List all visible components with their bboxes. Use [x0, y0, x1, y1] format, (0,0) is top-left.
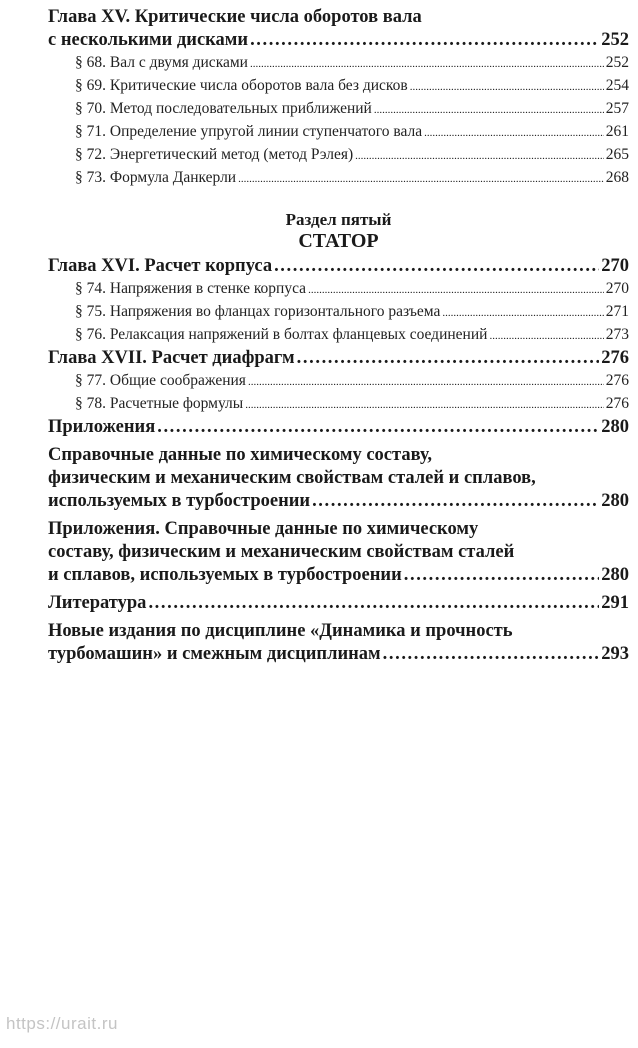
dot-leader: [383, 643, 600, 666]
section-page: 252: [605, 54, 629, 71]
chapter-15-entry: [48, 29, 629, 52]
literature-entry: [48, 592, 629, 615]
new-editions-page: 293: [601, 644, 629, 664]
dot-leader: [312, 490, 599, 513]
section-68: [48, 52, 629, 75]
section-72: [48, 144, 629, 167]
dot-leader: [424, 121, 604, 144]
dot-leader: [308, 278, 604, 301]
chapter-16-title: Глава XVI. Расчет корпуса: [48, 256, 273, 276]
section-69: [48, 75, 629, 98]
chapter-15-page: 252: [601, 30, 629, 50]
section-76: [48, 324, 629, 347]
chapter-17-page: 276: [601, 348, 629, 368]
new-editions-line2: турбомашин» и смежным дисциплинам: [48, 644, 381, 664]
section-page: 261: [605, 123, 629, 140]
section-page: 276: [605, 372, 629, 389]
section-page: 276: [605, 395, 629, 412]
section-label: § 74. Напряжения в стенке корпуса: [75, 280, 307, 297]
appendix-page: 280: [601, 417, 629, 437]
table-of-contents: [48, 6, 629, 666]
new-editions-entry: [48, 643, 629, 666]
section-label: § 72. Энергетический метод (метод Рэлея): [75, 146, 354, 163]
section-page: 273: [605, 326, 629, 343]
section-label: § 77. Общие соображения: [75, 372, 246, 389]
dot-leader: [274, 255, 599, 278]
section-label: § 76. Релаксация напряжений в болтах фланцевых соединений: [75, 326, 488, 343]
section-73: [48, 167, 629, 190]
section-page: 265: [605, 146, 629, 163]
appendix-ref-entry: [48, 564, 629, 587]
literature-title: Литература: [48, 593, 147, 613]
section-77: [48, 370, 629, 393]
dot-leader: [250, 29, 599, 52]
dot-leader: [442, 301, 603, 324]
ref-data-page: 280: [601, 491, 629, 511]
chapter-15-title-line2: с несколькими дисками: [48, 30, 249, 50]
chapter-16-page: 270: [601, 256, 629, 276]
appendix-ref-line1: Приложения. Справочные данные по химическому: [48, 519, 479, 539]
section-75: [48, 301, 629, 324]
section-label: § 70. Метод последовательных приближений: [75, 100, 372, 117]
section-label: § 71. Определение упругой линии ступенчатого вала: [75, 123, 423, 140]
section-74: [48, 278, 629, 301]
chapter-16-entry: [48, 255, 629, 278]
dot-leader: [245, 393, 604, 416]
appendix-entry: [48, 416, 629, 439]
part-5-header: [48, 210, 629, 253]
chapter-17-entry: [48, 347, 629, 370]
watermark-url: https://urait.ru: [6, 1014, 118, 1033]
dot-leader: [410, 75, 604, 98]
chapter-15-title-line1: Глава XV. Критические числа оборотов вала: [48, 7, 422, 27]
section-page: 270: [605, 280, 629, 297]
dot-leader: [489, 324, 603, 347]
section-page: 271: [605, 303, 629, 320]
section-71: [48, 121, 629, 144]
ref-data-line3: используемых в турбостроении: [48, 491, 311, 511]
new-editions-line1: Новые издания по дисциплине «Динамика и прочность: [48, 621, 513, 641]
section-label: § 75. Напряжения во фланцах горизонтального разъема: [75, 303, 441, 320]
section-70: [48, 98, 629, 121]
ref-data-entry: [48, 490, 629, 513]
dot-leader: [248, 370, 604, 393]
dot-leader: [297, 347, 600, 370]
dot-leader: [250, 52, 604, 75]
section-label: § 73. Формула Данкерли: [75, 169, 237, 186]
section-label: § 69. Критические числа оборотов вала без дисков: [75, 77, 408, 94]
ref-data-line1: Справочные данные по химическому составу,: [48, 445, 432, 465]
section-label: § 68. Вал с двумя дисками: [75, 54, 248, 71]
section-78: [48, 393, 629, 416]
dot-leader: [148, 592, 599, 615]
part-5-subtitle: Раздел пятый: [285, 210, 392, 229]
section-page: 254: [605, 77, 629, 94]
part-5-title: СТАТОР: [298, 230, 379, 252]
dot-leader: [355, 144, 604, 167]
dot-leader: [238, 167, 604, 190]
appendix-ref-page: 280: [601, 565, 629, 585]
appendix-ref-line2: составу, физическим и механическим свойствам сталей: [48, 542, 515, 562]
dot-leader: [157, 416, 599, 439]
section-label: § 78. Расчетные формулы: [75, 395, 244, 412]
section-page: 257: [605, 100, 629, 117]
appendix-title: Приложения: [48, 417, 156, 437]
literature-page: 291: [601, 593, 629, 613]
dot-leader: [404, 564, 600, 587]
chapter-17-title: Глава XVII. Расчет диафрагм: [48, 348, 295, 368]
ref-data-line2: физическим и механическим свойствам сталей и сплавов,: [48, 468, 536, 488]
section-page: 268: [605, 169, 629, 186]
dot-leader: [374, 98, 604, 121]
appendix-ref-line3: и сплавов, используемых в турбостроении: [48, 565, 402, 585]
